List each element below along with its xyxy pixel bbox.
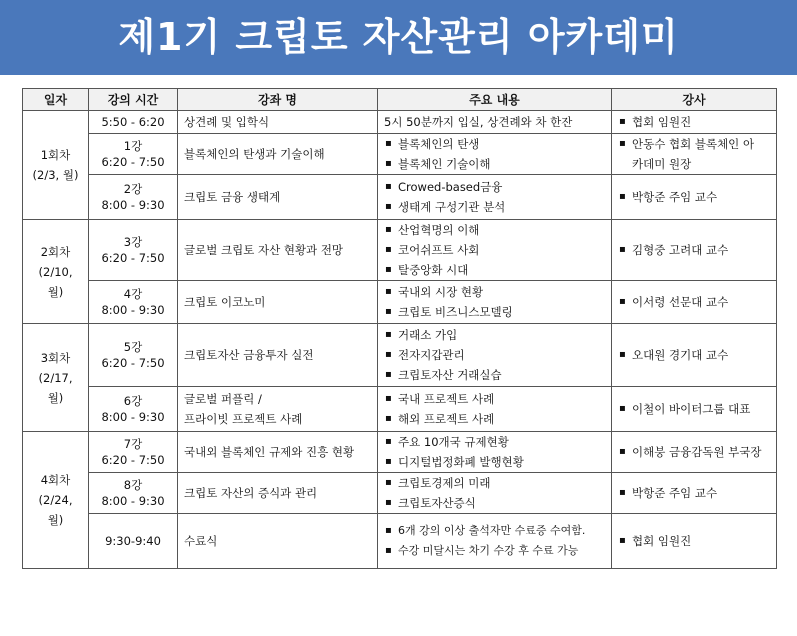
lecture-number: 3강 [123, 235, 143, 249]
content-text: 5시 50분까지 입실, 상견례와 차 한잔 [384, 115, 573, 129]
time-cell [89, 134, 178, 175]
teacher-name: ▪ 오대원 경기대 교수 [618, 345, 770, 365]
lecture-number: 2강 [123, 182, 143, 196]
schedule-table [22, 88, 777, 569]
day-name: 2회차 [40, 244, 71, 259]
time-range: 5:50 - 6:20 [101, 115, 165, 129]
content-cell [378, 432, 612, 473]
time-range: 6:20 - 7:50 [101, 356, 165, 370]
course-cell [178, 324, 378, 387]
content-item: ▪ 크립토자산 거래실습 [384, 365, 605, 385]
teacher-name: ▪ 협회 임원진 [618, 112, 770, 132]
course-cell [178, 387, 378, 432]
lecture-number: 6강 [123, 394, 143, 408]
table-row [23, 134, 777, 175]
teacher-cell [612, 281, 777, 324]
content-cell [378, 473, 612, 514]
time-range: 6:20 - 7:50 [101, 155, 165, 169]
header-teacher: 강사 [612, 89, 777, 111]
course-name: 국내외 블록체인 규제와 진흥 현황 [184, 445, 355, 459]
header-content: 주요 내용 [378, 89, 612, 111]
day-name: 3회차 [40, 350, 71, 365]
content-item: ▪ 국내 프로젝트 사례 [384, 389, 605, 409]
content-item: ▪ 산업혁명의 이해 [384, 220, 605, 240]
lecture-number: 4강 [123, 287, 143, 301]
content-item: ▪ 크립토 비즈니스모델링 [384, 302, 605, 322]
course-name: 수료식 [184, 534, 218, 548]
header-row [23, 89, 777, 111]
course-name: 크립토 금융 생태계 [184, 190, 281, 204]
course-cell [178, 473, 378, 514]
content-cell [378, 134, 612, 175]
teacher-name: ▪ 협회 임원진 [618, 531, 770, 551]
time-range: 6:20 - 7:50 [101, 251, 165, 265]
table-row [23, 281, 777, 324]
teacher-cell [612, 324, 777, 387]
teacher-cell [612, 473, 777, 514]
day-name: 4회차 [40, 473, 71, 487]
teacher-cell [612, 111, 777, 134]
content-item: ▪ 탈중앙화 시대 [384, 260, 605, 280]
table-row [23, 220, 777, 281]
table-row [23, 175, 777, 220]
content-item: ▪ 6개 강의 이상 출석자만 수료증 수여함. [384, 521, 605, 541]
day-date: (2/24, 월) [38, 493, 73, 527]
course-cell [178, 514, 378, 569]
time-cell [89, 387, 178, 432]
teacher-cell [612, 134, 777, 175]
content-cell [378, 220, 612, 281]
content-cell [378, 514, 612, 569]
table-row [23, 473, 777, 514]
header-day: 일자 [23, 89, 89, 111]
content-item: ▪ 해외 프로젝트 사례 [384, 409, 605, 429]
teacher-cell [612, 220, 777, 281]
time-cell [89, 514, 178, 569]
time-range: 8:00 - 9:30 [101, 494, 165, 508]
course-cell [178, 432, 378, 473]
time-cell [89, 111, 178, 134]
course-name: 크립토자산 금융투자 실전 [184, 348, 314, 362]
time-range: 9:30-9:40 [105, 534, 161, 548]
course-name: 글로벌 크립토 자산 현황과 전망 [184, 243, 344, 257]
header-course: 강좌 명 [178, 89, 378, 111]
content-item: ▪ 블록체인의 탄생 [384, 134, 605, 154]
teacher-cell [612, 387, 777, 432]
teacher-name: ▪ 박항준 주임 교수 [618, 483, 770, 503]
day-cell [23, 111, 89, 220]
teacher-name: ▪ 안동수 협회 블록체인 아 카데미 원장 [618, 134, 770, 174]
course-cell [178, 111, 378, 134]
content-item: ▪ 블록체인 기술이해 [384, 154, 605, 174]
table-row [23, 387, 777, 432]
lecture-number: 5강 [123, 340, 143, 354]
time-cell [89, 473, 178, 514]
content-cell [378, 111, 612, 134]
day-cell [23, 220, 89, 324]
day-date: (2/17, 월) [38, 370, 73, 405]
course-cell [178, 220, 378, 281]
time-range: 8:00 - 9:30 [101, 410, 165, 424]
page-title: 제1기 크립토 자산관리 아카데미 [118, 15, 679, 59]
course-name: 프라이빗 프로젝트 사례 [184, 412, 303, 426]
course-name: 크립토 이코노미 [184, 295, 266, 309]
time-cell [89, 220, 178, 281]
content-item: ▪ 주요 10개국 규제현황 [384, 432, 605, 452]
content-item: ▪ 크립토경제의 미래 [384, 473, 605, 493]
content-item: ▪ Crowed-based금융 [384, 177, 605, 197]
course-cell [178, 281, 378, 324]
time-cell [89, 281, 178, 324]
content-item: ▪ 국내외 시장 현황 [384, 282, 605, 302]
time-range: 8:00 - 9:30 [101, 198, 165, 212]
teacher-name: ▪ 박항준 주임 교수 [618, 187, 770, 207]
content-cell [378, 387, 612, 432]
time-cell [89, 175, 178, 220]
content-item: ▪ 전자지갑관리 [384, 345, 605, 365]
day-date: (2/10, 월) [38, 264, 73, 299]
time-cell [89, 432, 178, 473]
course-name: 글로벌 퍼플릭 / [184, 392, 262, 406]
time-range: 8:00 - 9:30 [101, 303, 165, 317]
teacher-name: ▪ 이서령 선문대 교수 [618, 292, 770, 312]
teacher-name: ▪ 이철이 바이터그룹 대표 [618, 399, 770, 419]
table-row [23, 432, 777, 473]
table-row [23, 111, 777, 134]
teacher-name: ▪ 이해붕 금융감독원 부국장 [618, 442, 770, 462]
course-cell [178, 134, 378, 175]
time-cell [89, 324, 178, 387]
course-cell [178, 175, 378, 220]
content-item: ▪ 생태계 구성기관 분석 [384, 197, 605, 217]
teacher-cell [612, 514, 777, 569]
teacher-cell [612, 175, 777, 220]
course-name: 크립토 자산의 증식과 관리 [184, 486, 318, 500]
course-name: 상견례 및 입학식 [184, 115, 270, 129]
course-name: 블록체인의 탄생과 기술이해 [184, 147, 325, 161]
lecture-number: 1강 [123, 139, 143, 153]
header-time: 강의 시간 [89, 89, 178, 111]
lecture-number: 7강 [123, 437, 143, 451]
table-row [23, 514, 777, 569]
content-item: ▪ 디지털법정화폐 발행현황 [384, 452, 605, 472]
content-cell [378, 281, 612, 324]
content-cell [378, 324, 612, 387]
content-item: ▪ 크립토자산증식 [384, 493, 605, 513]
title-banner [0, 0, 797, 75]
content-item: ▪ 거래소 가입 [384, 325, 605, 345]
content-item: ▪ 코어쉬프트 사회 [384, 240, 605, 260]
day-cell [23, 324, 89, 432]
teacher-name: ▪ 김형중 고려대 교수 [618, 240, 770, 260]
teacher-cell [612, 432, 777, 473]
day-name: 1회차 [40, 148, 71, 162]
time-range: 6:20 - 7:50 [101, 453, 165, 467]
table-row [23, 324, 777, 387]
day-cell [23, 432, 89, 569]
day-date: (2/3, 월) [32, 168, 79, 182]
lecture-number: 8강 [123, 478, 143, 492]
content-item: ▪ 수강 미달시는 차기 수강 후 수료 가능 [384, 541, 605, 561]
content-cell [378, 175, 612, 220]
